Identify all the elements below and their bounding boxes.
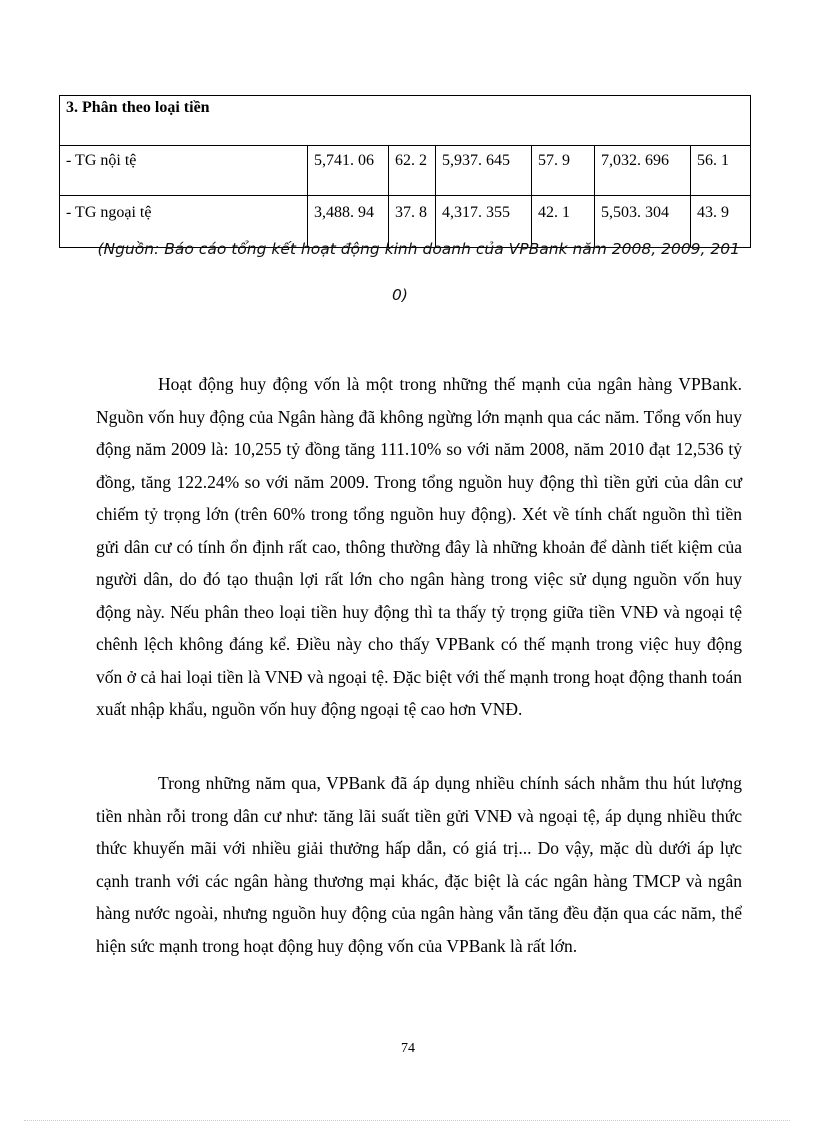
table-row (60, 146, 751, 196)
table-cell: 42. 1 (532, 196, 595, 248)
footer-divider (24, 1120, 790, 1121)
source-note: (Nguồn: Báo cáo tổng kết hoạt động kinh doanh của VPBank năm 2008, 2009, 201 (97, 240, 740, 258)
body-paragraph (96, 368, 742, 726)
table-cell: 62. 2 (389, 146, 436, 196)
table-cell: 4,317. 355 (436, 196, 532, 248)
table-section-header-row (60, 96, 751, 146)
table-cell: 37. 8 (389, 196, 436, 248)
table-cell: 7,032. 696 (595, 146, 691, 196)
table-cell: 56. 1 (691, 146, 751, 196)
row-label: - TG nội tệ (60, 146, 308, 196)
table-section-header: 3. Phân theo loại tiền (60, 96, 751, 146)
body-paragraph (96, 767, 742, 962)
table-cell: 3,488. 94 (308, 196, 389, 248)
table-cell: 43. 9 (691, 196, 751, 248)
table-cell: 5,503. 304 (595, 196, 691, 248)
deposit-by-currency-table (59, 95, 751, 248)
page-number: 74 (401, 1041, 415, 1056)
table-cell: 57. 9 (532, 146, 595, 196)
paragraph-text: Trong những năm qua, VPBank đã áp dụng nhiều chính sách nhằm thu hút lượng tiền nhàn rỗi trong dân cư như: tăng lãi suất tiền gửi VNĐ và ngoại tệ, áp dụng nhiều thức thức khuyến mãi với nhiều giải thưởng hấp dẫn, có giá trị... Do vậy, mặc dù dưới áp lực cạnh tranh với các ngân hàng thương mại khác, đặc biệt là các ngân hàng TMCP và ngân hàng nước ngoài, nhưng nguồn huy động của ngân hàng vẫn tăng đều đặn qua các năm, thể hiện sức mạnh trong hoạt động huy động vốn của VPBank là rất lớn. (96, 773, 742, 956)
table-cell: 5,937. 645 (436, 146, 532, 196)
paragraph-text: Hoạt động huy động vốn là một trong những thế mạnh của ngân hàng VPBank. Nguồn vốn huy động của Ngân hàng đã không ngừng lớn mạnh qua các năm. Tổng vốn huy động năm 2009 là: 10,255 tỷ đồng tăng 111.10% so với năm 2008, năm 2010 đạt 12,536 tỷ đồng, tăng 122.24% so với năm 2009. Trong tổng nguồn huy động thì tiền gửi của dân cư chiếm tỷ trọng lớn (trên 60% trong tổng nguồn huy động). Xét về tính chất nguồn thì tiền gửi dân cư có tính ổn định rất cao, thông thường đây là những khoản để dành tiết kiệm của người dân, do đó tạo thuận lợi rất lớn cho ngân hàng trong việc sử dụng nguồn vốn huy động này. Nếu phân theo loại tiền huy động thì ta thấy tỷ trọng giữa tiền VNĐ và ngoại tệ chênh lệch không đáng kể. Điều này cho thấy VPBank có thế mạnh trong việc huy động vốn ở cả hai loại tiền là VNĐ và ngoại tệ. Đặc biệt với thế mạnh trong hoạt động thanh toán xuất nhập khẩu, nguồn vốn huy động ngoại tệ cao hơn VNĐ. (96, 374, 742, 719)
table-cell: 5,741. 06 (308, 146, 389, 196)
row-label: - TG ngoại tệ (60, 196, 308, 248)
source-note-continuation: 0) (392, 286, 408, 304)
